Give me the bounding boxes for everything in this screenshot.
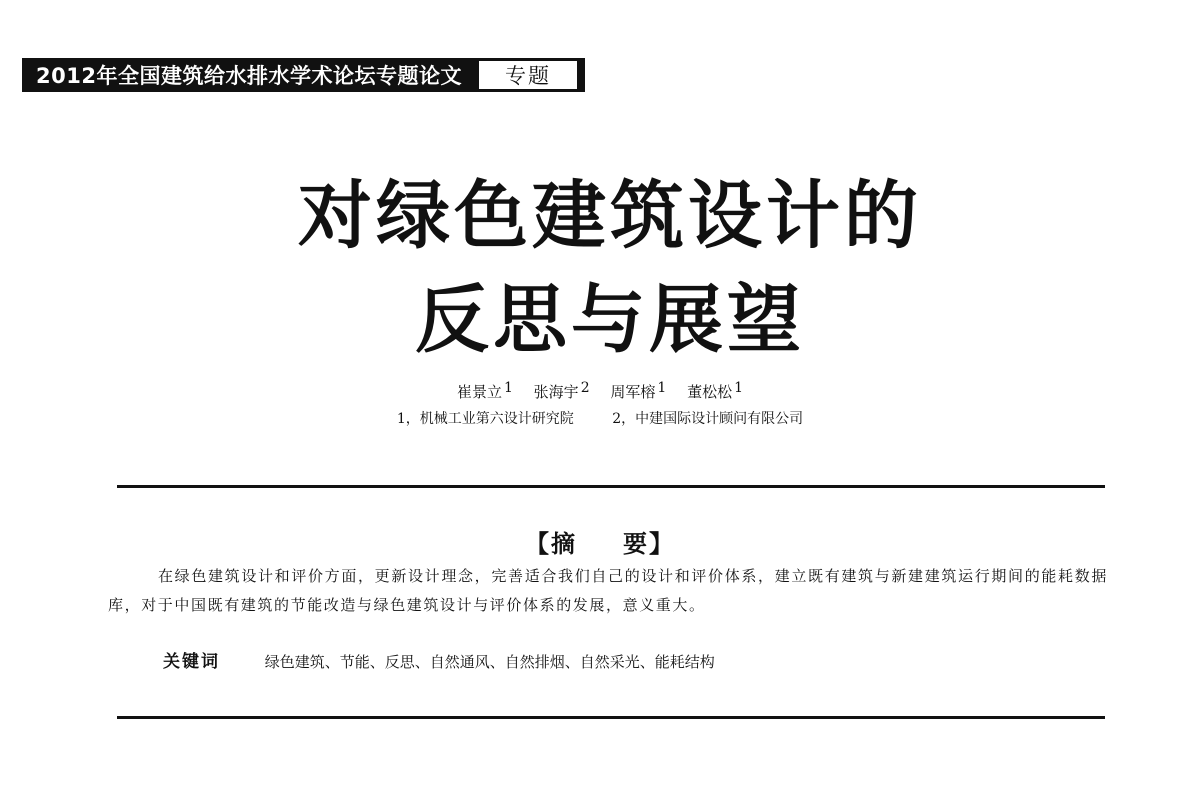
author xyxy=(687,380,744,401)
keywords-line xyxy=(163,647,715,672)
divider-bottom xyxy=(117,716,1105,719)
author-name: 董松松 xyxy=(687,383,733,401)
divider-top xyxy=(117,485,1105,488)
abstract-heading-close: 要】 xyxy=(623,529,675,558)
author-name: 周军榕 xyxy=(610,383,656,401)
affiliation-mark: 1 xyxy=(657,380,667,396)
abstract-heading xyxy=(0,524,1200,559)
author xyxy=(533,380,590,401)
keywords-label: 关键词 xyxy=(163,652,220,672)
abstract-text: 在绿色建筑设计和评价方面，更新设计理念，完善适合我们自己的设计和评价体系，建立既有建筑与新建建筑运行期间的能耗数据库，对于中国既有建筑的节能改造与绿色建筑设计与评价体系的发展，意义重大。 xyxy=(108,567,1108,614)
author-name: 张海宇 xyxy=(533,383,579,401)
abstract-heading-open: 【摘 xyxy=(525,529,577,558)
affiliation-list xyxy=(0,408,1200,428)
author xyxy=(456,380,513,401)
affiliation-mark: 2 xyxy=(580,380,590,396)
banner-title: 2012年全国建筑给水排水学术论坛专题论文 xyxy=(36,64,462,88)
affiliation-mark: 1 xyxy=(734,380,744,396)
author-name: 崔景立 xyxy=(456,383,502,401)
section-tag: 专题 xyxy=(476,58,580,92)
paper-title-line-2: 反思与展望 xyxy=(415,277,805,363)
paper-title-line-1: 对绿色建筑设计的 xyxy=(298,173,922,259)
affiliation-mark: 1 xyxy=(503,380,513,396)
author-list xyxy=(0,380,1200,402)
affiliation: 1，机械工业第六设计研究院 xyxy=(396,411,574,427)
banner-edge xyxy=(580,58,585,92)
author xyxy=(610,380,667,401)
keywords-text: 绿色建筑、节能、反思、自然通风、自然排烟、自然采光、能耗结构 xyxy=(264,653,715,671)
affiliation: 2，中建国际设计顾问有限公司 xyxy=(612,411,804,427)
journal-banner xyxy=(22,58,585,92)
